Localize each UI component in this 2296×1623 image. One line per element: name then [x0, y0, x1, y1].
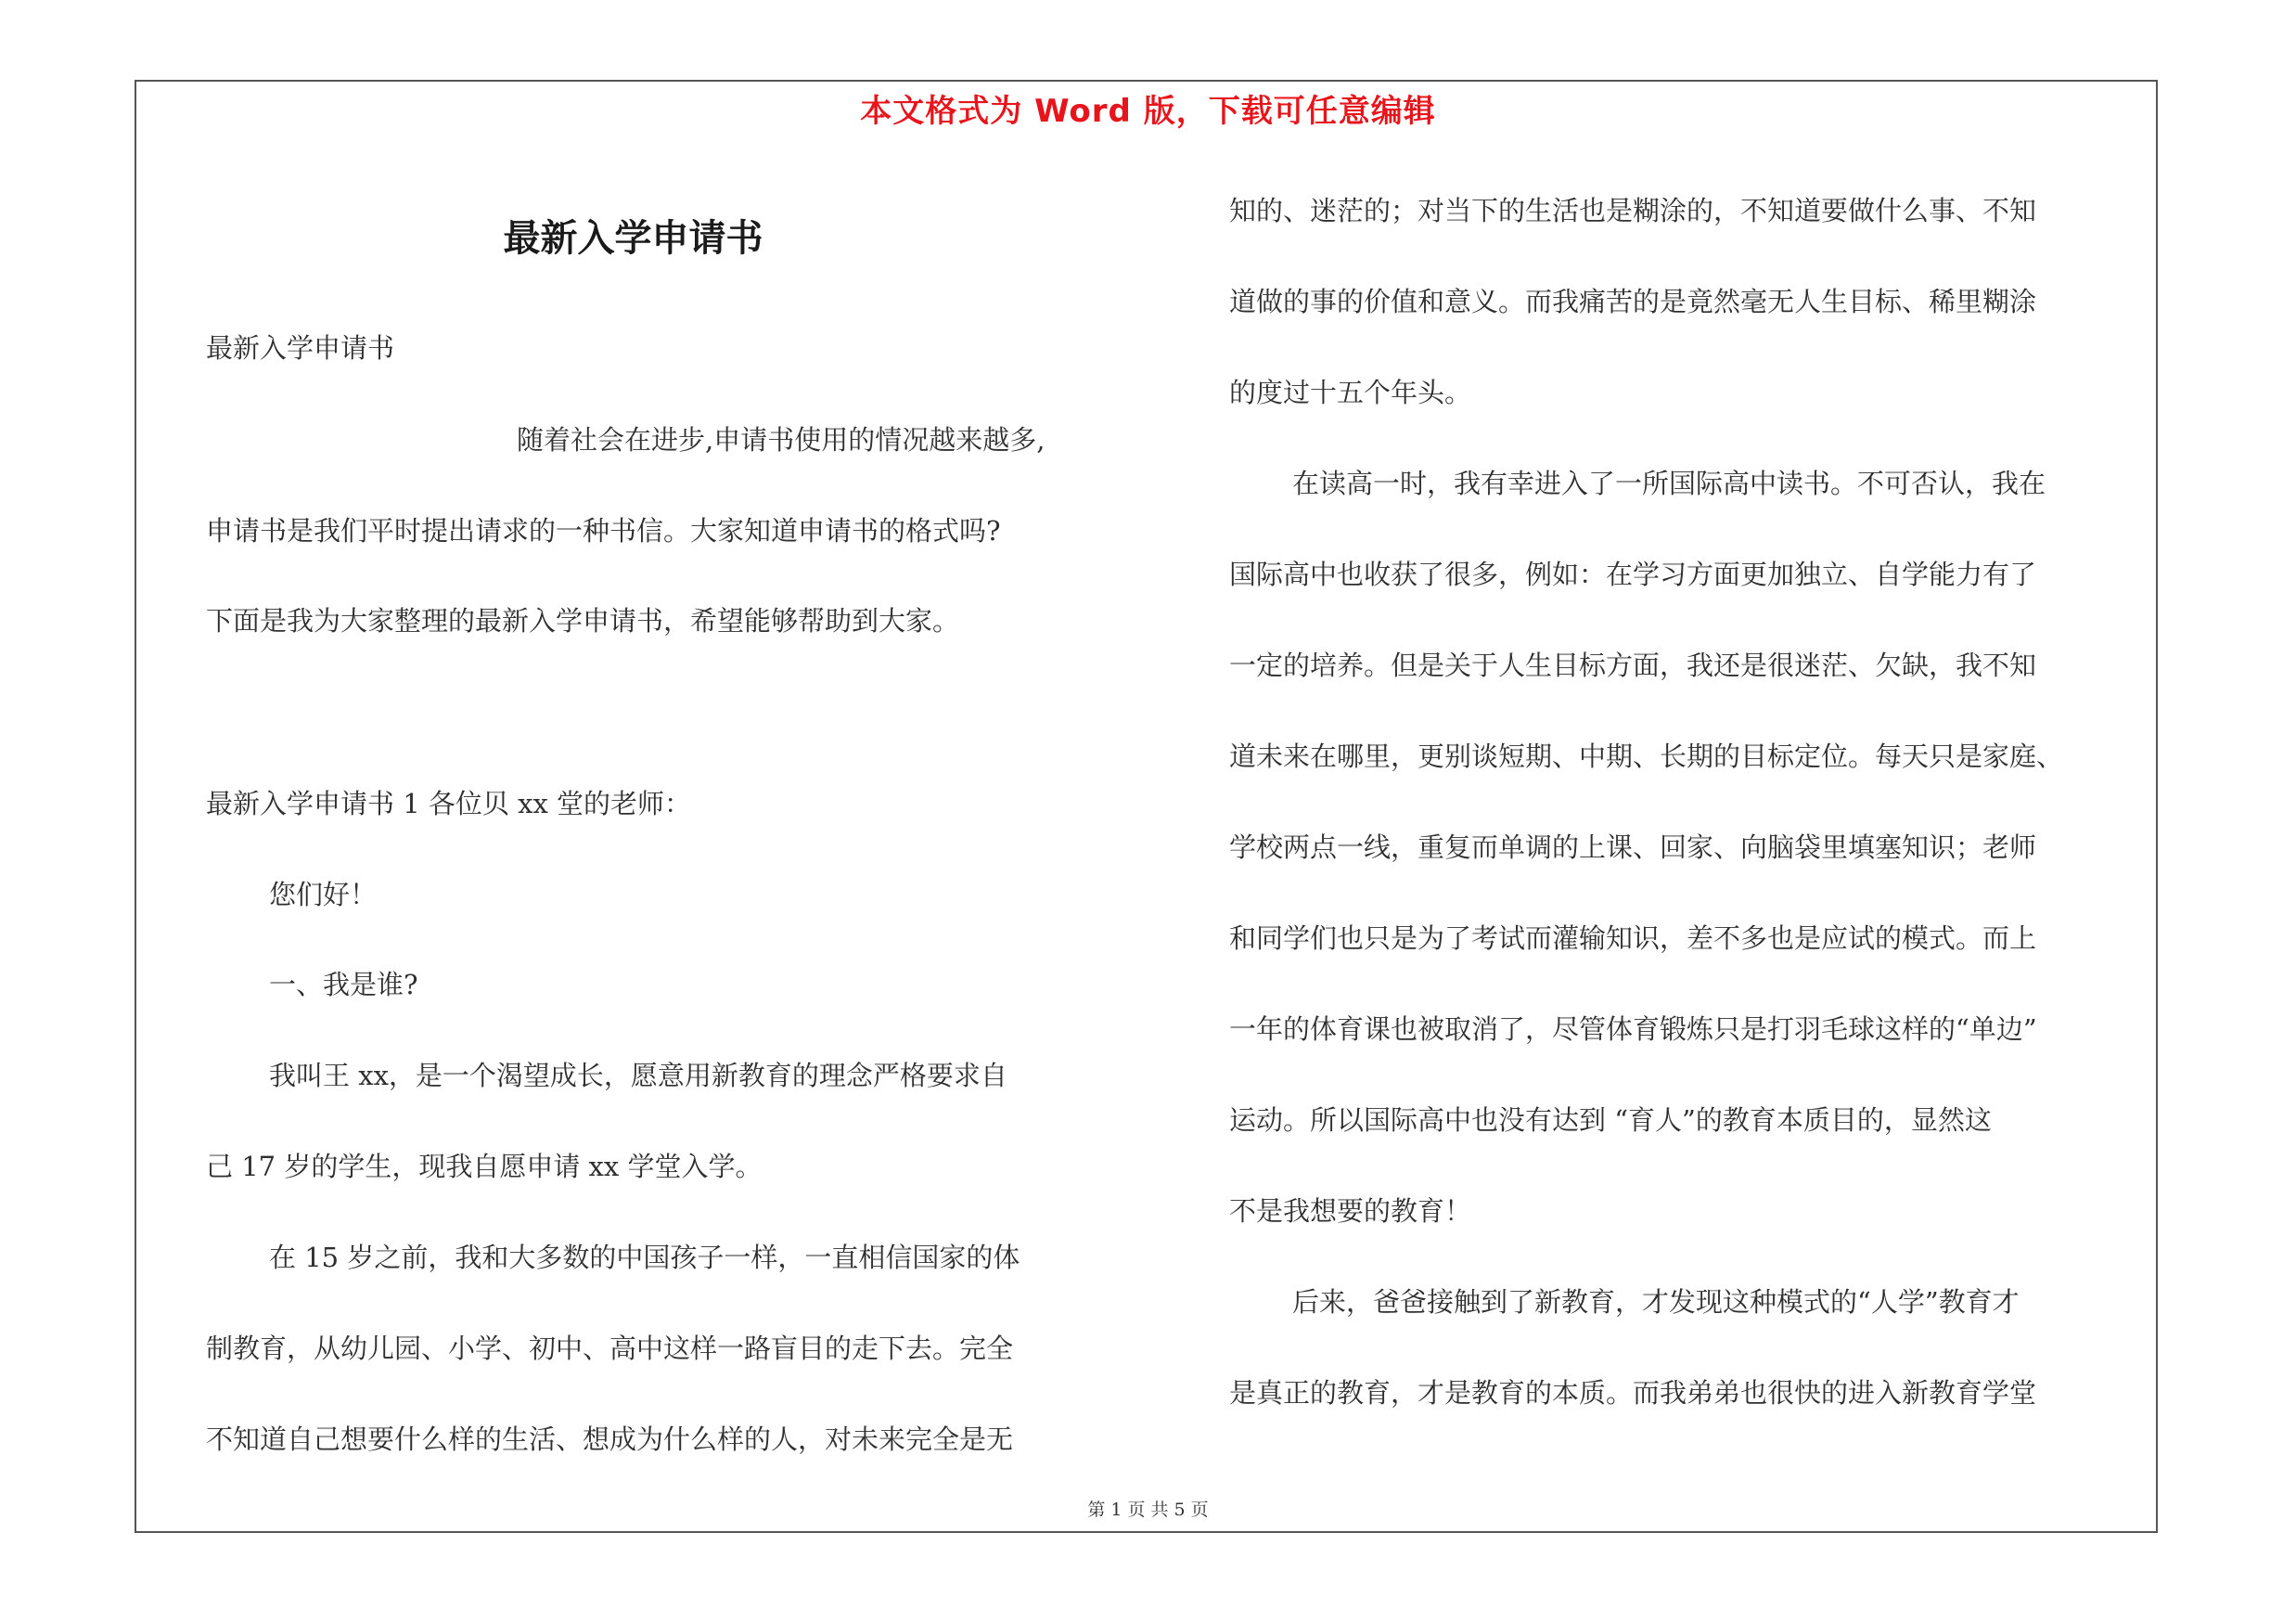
text-line: 我叫王 xx，是一个渴望成长，愿意用新教育的理念严格要求自	[269, 1060, 1007, 1091]
text-line: 最新入学申请书 1 各位贝 xx 堂的老师：	[206, 788, 692, 819]
text-line: 国际高中也收获了很多，例如：在学习方面更加独立、自学能力有了	[1229, 559, 2037, 590]
text-line: 己 17 岁的学生，现我自愿申请 xx 学堂入学。	[206, 1151, 763, 1182]
text-line: 随着社会在进步,申请书使用的情况越来越多,	[517, 424, 1045, 456]
page-number: 第 1 页 共 5 页	[1087, 1500, 1209, 1520]
text-line: 最新入学申请书	[206, 332, 395, 364]
document-title: 最新入学申请书	[503, 216, 763, 260]
text-line: 下面是我为大家整理的最新入学申请书，希望能够帮助到大家。	[206, 605, 960, 637]
text-line: 在读高一时，我有幸进入了一所国际高中读书。不可否认，我在	[1292, 468, 2046, 499]
text-line: 运动。所以国际高中也没有达到 “育人”的教育本质目的，显然这	[1229, 1104, 1992, 1136]
text-line: 是真正的教育，才是教育的本质。而我弟弟也很快的进入新教育学堂	[1229, 1377, 2037, 1409]
text-line: 您们好！	[269, 879, 378, 910]
text-line: 道做的事的价值和意义。而我痛苦的是竟然毫无人生目标、稀里糊涂	[1229, 286, 2037, 317]
text-line: 不是我想要的教育！	[1229, 1195, 1472, 1227]
text-line: 制教育，从幼儿园、小学、初中、高中这样一路盲目的走下去。完全	[206, 1333, 1014, 1364]
text-line: 在 15 岁之前，我和大多数的中国孩子一样，一直相信国家的体	[269, 1242, 1020, 1273]
text-line: 一、我是谁?	[269, 969, 418, 1000]
text-line: 申请书是我们平时提出请求的一种书信。大家知道申请书的格式吗?	[206, 515, 1001, 547]
text-line: 道未来在哪里，更别谈短期、中期、长期的目标定位。每天只是家庭、	[1229, 741, 2064, 772]
text-line: 的度过十五个年头。	[1229, 377, 1472, 408]
text-line: 学校两点一线，重复而单调的上课、回家、向脑袋里填塞知识；老师	[1229, 831, 2037, 863]
format-banner: 本文格式为 Word 版，下载可任意编辑	[860, 93, 1436, 130]
text-line: 和同学们也只是为了考试而灌输知识，差不多也是应试的模式。而上	[1229, 922, 2037, 954]
text-line: 一年的体育课也被取消了，尽管体育锻炼只是打羽毛球这样的“单边”	[1229, 1013, 2037, 1045]
text-line: 不知道自己想要什么样的生活、想成为什么样的人，对未来完全是无	[206, 1423, 1014, 1455]
text-line: 知的、迷茫的；对当下的生活也是糊涂的，不知道要做什么事、不知	[1229, 195, 2037, 226]
text-line: 后来，爸爸接触到了新教育，才发现这种模式的“人学”教育才	[1292, 1286, 2020, 1318]
text-line: 一定的培养。但是关于人生目标方面，我还是很迷茫、欠缺，我不知	[1229, 650, 2037, 681]
